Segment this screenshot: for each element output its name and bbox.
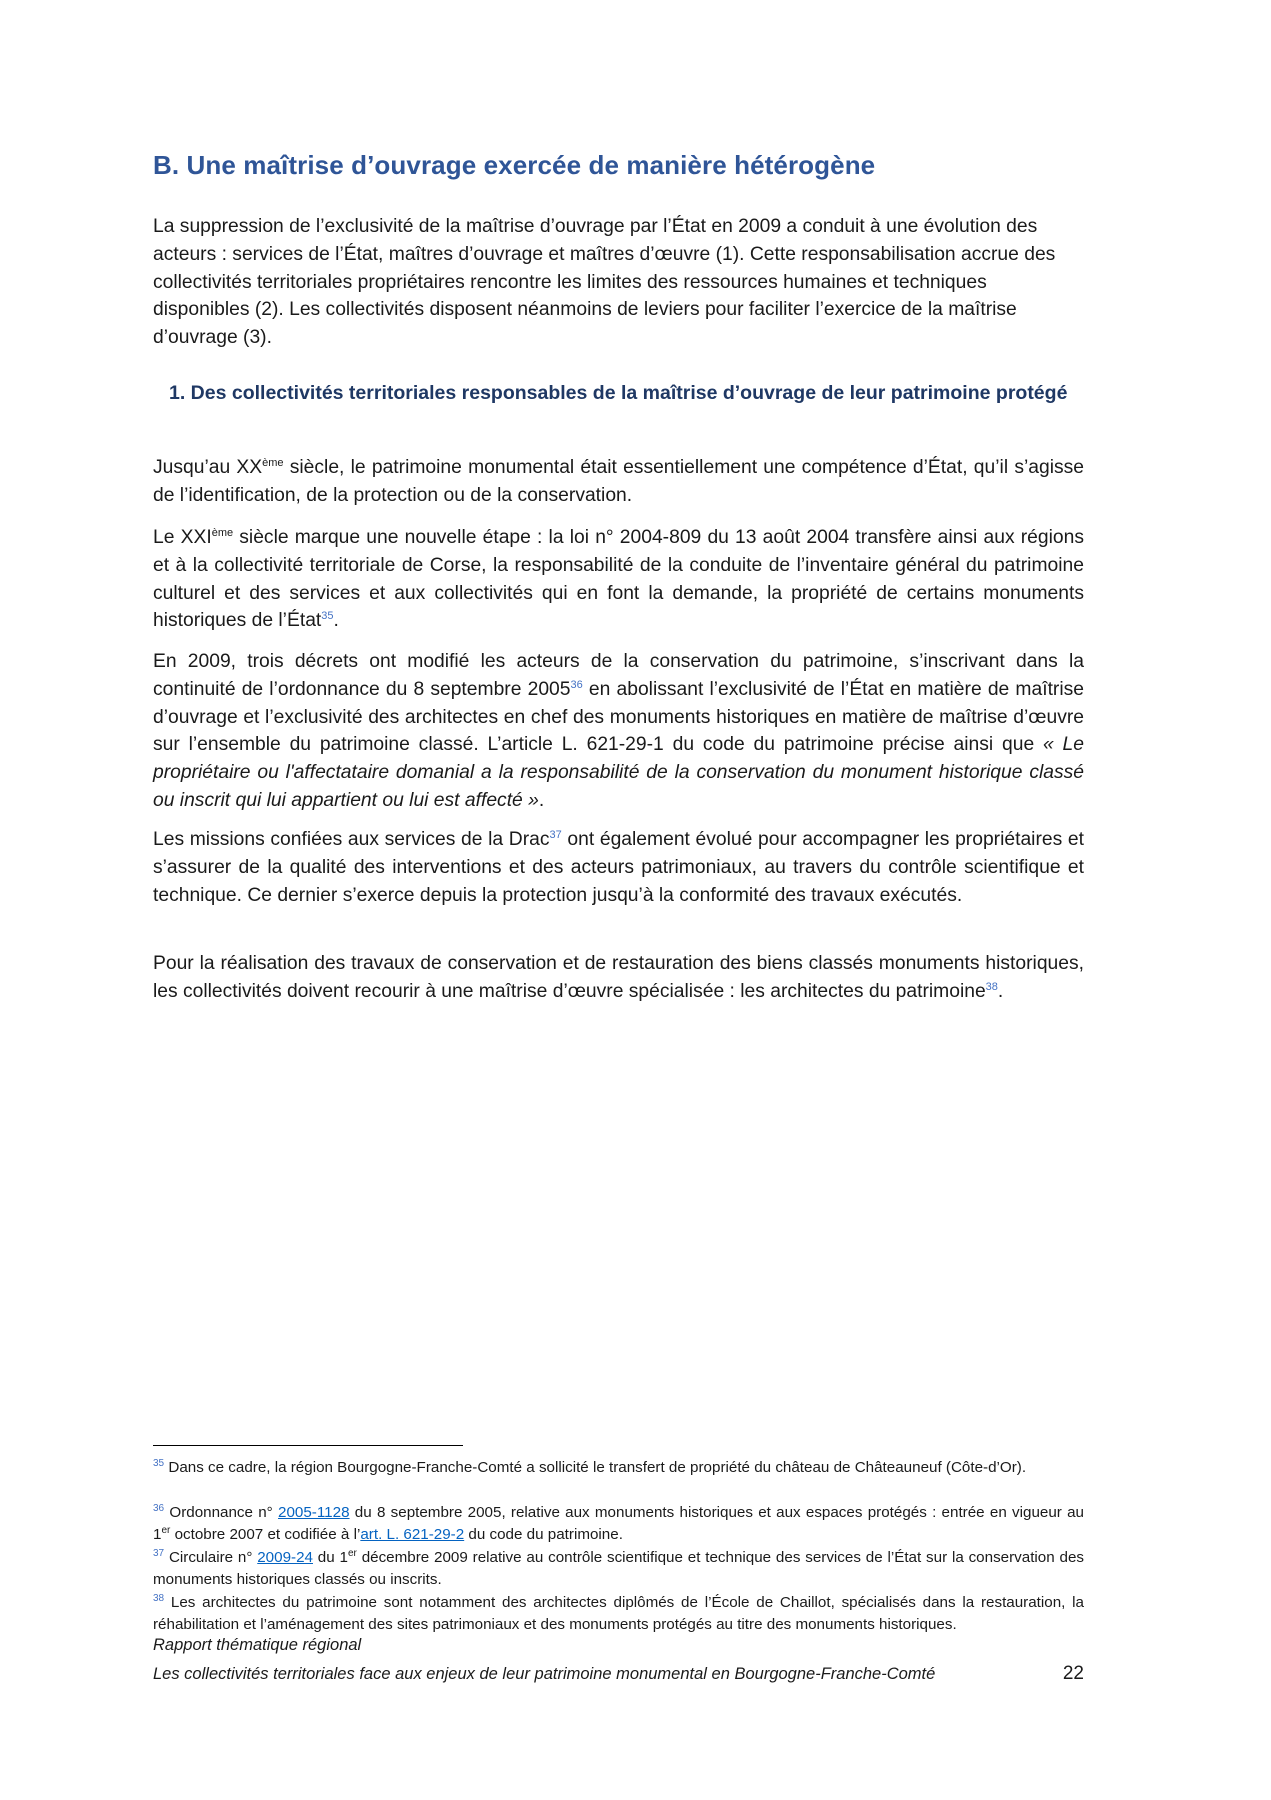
paragraph-text: ont également évolué pour accompagner les propriétaires et s’assurer de la qualité des interventions et des acteurs patrimoniaux, au travers du contrôle scientifique et technique. Ce dernier s’exerce depuis la protection jusqu’à la conformité des travaux exécutés.	[153, 829, 1084, 906]
paragraph-text: Les missions confiées aux services de la Drac	[153, 829, 550, 850]
superscript: er	[347, 1548, 357, 1559]
paragraph-1	[153, 454, 1084, 510]
footnote-ref-36[interactable]: 36	[570, 678, 583, 691]
page-number: 22	[1062, 1663, 1084, 1684]
legal-quote: « Le propriétaire ou l'affectataire domanial a la responsabilité de la conservation du monument historique classé ou inscrit qui lui appartient ou lui est affecté »	[153, 734, 1085, 811]
paragraph-text: Pour la réalisation des travaux de conservation et de restauration des biens classés monuments historiques, les collectivités doivent recourir à une maîtrise d’œuvre spécialisée : les architectes du patrimoine	[153, 953, 1084, 1002]
ordonnance-link[interactable]: 2005-1128	[278, 1504, 350, 1521]
footer-report-title: Les collectivités territoriales face aux enjeux de leur patrimoine monumental en Bourgogne-Franche-Comté	[153, 1665, 936, 1683]
footnote-text: Ordonnance n°	[164, 1504, 279, 1521]
footnote-37	[153, 1547, 1084, 1592]
paragraph-text: en abolissant l’exclusivité de l’État en matière de maîtrise d’ouvrage et l’exclusivité des architectes en chef des monuments historiques en matière de maîtrise d’œuvre sur l’ensemble du patrimoine classé. L’article L. 621-29-1 du code du patrimoine précise ainsi que	[153, 678, 1084, 756]
document-page	[153, 0, 1084, 1800]
footnote-number: 35	[153, 1458, 165, 1469]
footnote-35	[153, 1457, 1084, 1479]
paragraph-text: En 2009, trois décrets ont modifié les acteurs de la conservation du patrimoine, s’inscrivant dans la continuité de l’ordonnance du 8 septembre 2005	[153, 651, 1084, 700]
superscript: er	[161, 1525, 171, 1537]
footnote-number: 38	[153, 1593, 165, 1604]
footnote-text: du 8 septembre 2005, relative aux monuments historiques et aux espaces protégés : entrée en vigueur au 1	[153, 1504, 1084, 1544]
footer-report-type: Rapport thématique régional	[153, 1636, 362, 1654]
footnote-text: du code du patrimoine.	[464, 1526, 623, 1544]
paragraph-text: siècle marque une nouvelle étape : la loi n° 2004-809 du 13 août 2004 transfère ainsi aux régions et à la collectivité territoriale de Corse, la responsabilité de la conduite de l’inventaire général du patrimoine culturel et des services et aux collectivités qui en font la demande, la propriété de certains monuments historiques de l’État	[153, 527, 1085, 632]
paragraph-text: .	[997, 980, 1004, 1002]
paragraph-text: .	[333, 610, 339, 632]
paragraph-4	[153, 826, 1084, 909]
footnote-ref-38[interactable]: 38	[985, 980, 998, 993]
article-link[interactable]: art. L. 621-29-2	[360, 1526, 465, 1544]
footnote-text: octobre 2007 et codifiée à l’	[170, 1526, 361, 1544]
circulaire-link[interactable]: 2009-24	[257, 1549, 313, 1566]
footnote-number: 36	[153, 1503, 165, 1514]
footnote-38	[153, 1592, 1084, 1637]
footnote-ref-35[interactable]: 35	[321, 610, 334, 623]
footnote-text: du 1	[312, 1549, 348, 1566]
paragraph-3	[153, 648, 1084, 815]
intro-paragraph: La suppression de l’exclusivité de la maîtrise d’ouvrage par l’État en 2009 a conduit à une évolution des acteurs : services de l’État, maîtres d’ouvrage et maîtres d’œuvre (1). Cette responsabilisation accrue des collectivités territoriales propriétaires rencontre les limites des ressources humaines et techniques disponibles (2). Les collectivités disposent néanmoins de leviers pour faciliter l’exercice de la maîtrise d’ouvrage (3).	[153, 216, 1056, 349]
footnote-text: décembre 2009 relative au contrôle scientifique et technique des services de l’État sur la conservation des monuments historiques classés ou inscrits.	[153, 1549, 1084, 1589]
paragraph-2	[153, 524, 1084, 635]
paragraph-text: .	[538, 789, 545, 811]
footnote-text: Dans ce cadre, la région Bourgogne-Franche-Comté a sollicité le transfert de propriété du château de Châteauneuf (Côte-d’Or).	[164, 1459, 1027, 1476]
footnote-text: Circulaire n°	[164, 1549, 258, 1566]
footnote-36	[153, 1502, 1084, 1547]
footnote-text: Les architectes du patrimoine sont notamment des architectes diplômés de l’École de Chaillot, spécialisés dans la restauration, la réhabilitation et l’aménagement des sites patrimoniaux et des monuments protégés au titre des monuments historiques.	[153, 1594, 1084, 1634]
paragraph-text: Jusqu’au XX	[153, 457, 263, 478]
footnote-separator	[153, 1445, 463, 1446]
paragraph-text: siècle, le patrimoine monumental était essentiellement une compétence d’État, qu’il s’agisse de l’identification, de la protection ou de la conservation.	[153, 457, 1084, 506]
superscript: ème	[211, 527, 234, 539]
subsection-heading: 1. Des collectivités territoriales responsables de la maîtrise d’ouvrage de leur patrimoine protégé	[169, 382, 1068, 404]
footnote-ref-37[interactable]: 37	[549, 829, 562, 841]
section-heading: B. Une maîtrise d’ouvrage exercée de manière hétérogène	[153, 150, 876, 180]
footnote-number: 37	[153, 1548, 165, 1559]
superscript: ème	[262, 457, 284, 469]
paragraph-5	[153, 950, 1084, 1006]
paragraph-text: Le XXI	[153, 527, 212, 548]
